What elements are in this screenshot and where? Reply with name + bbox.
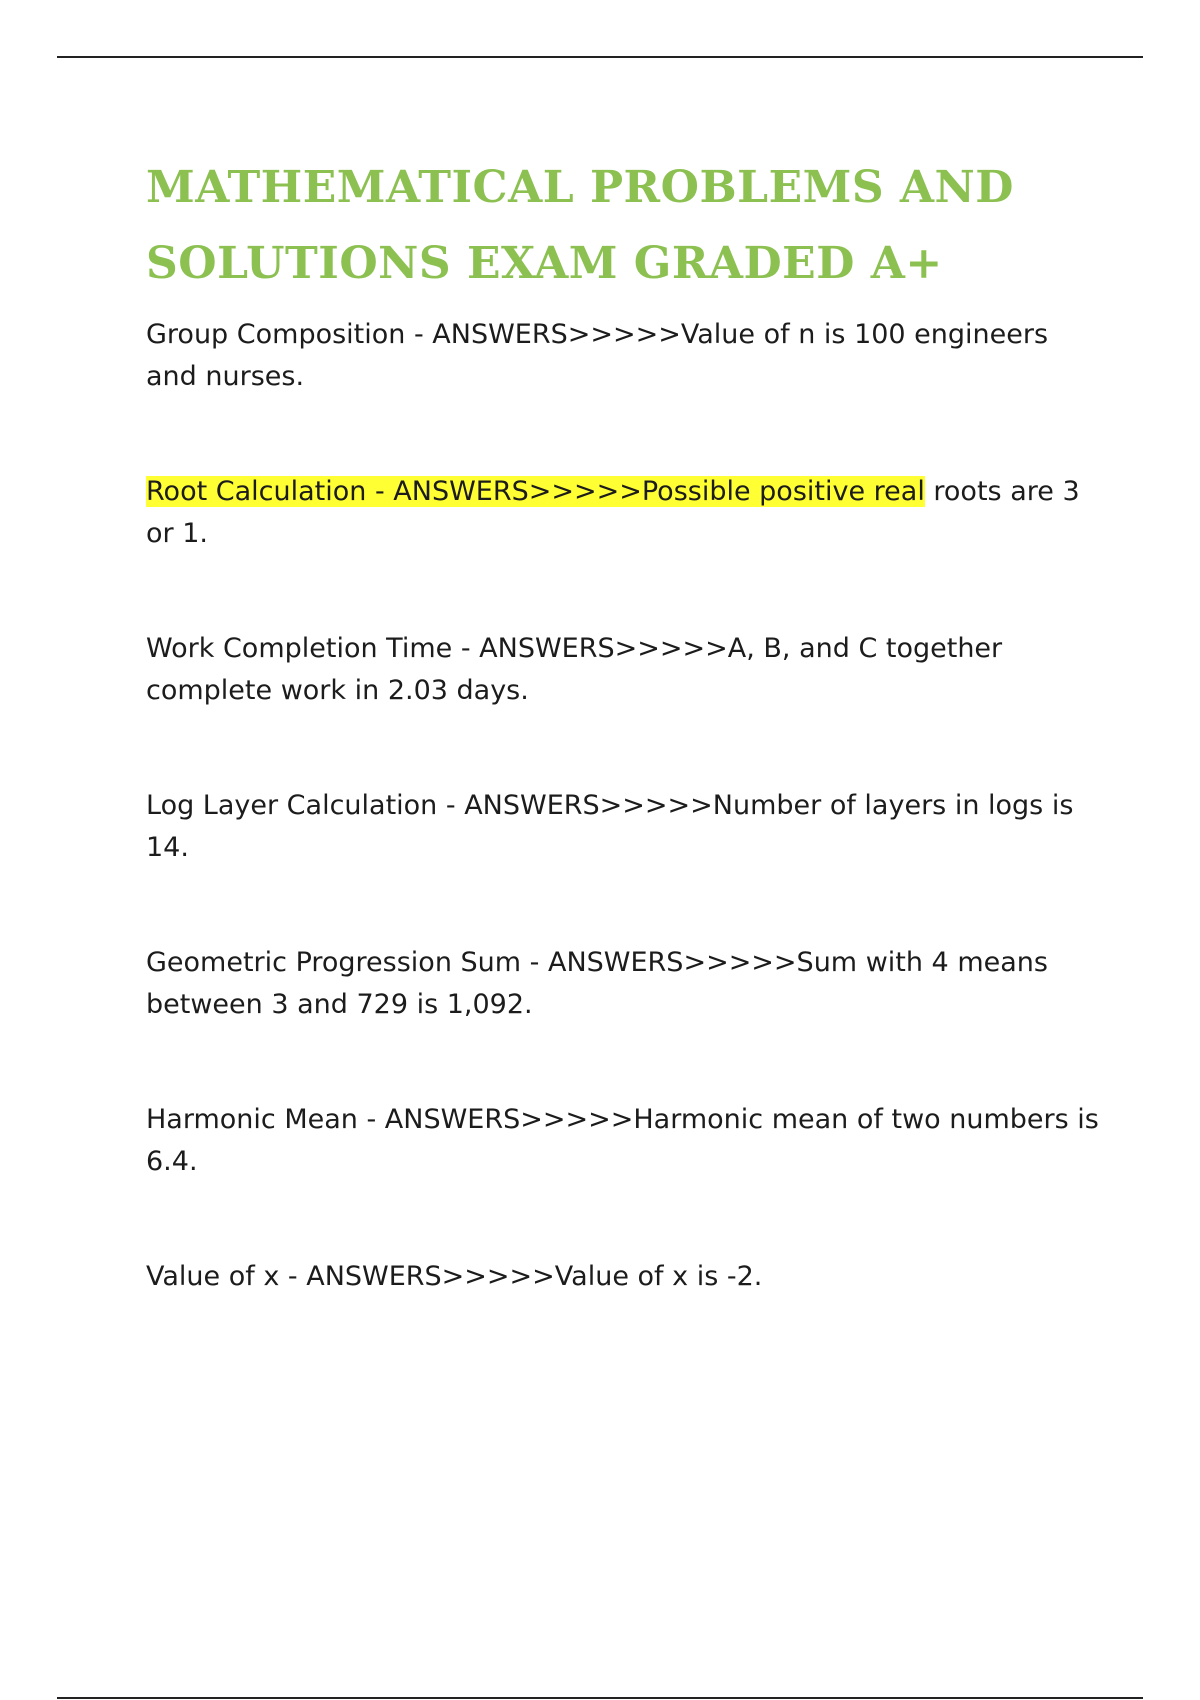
document-title [146, 150, 1106, 302]
title-line-2: SOLUTIONS EXAM GRADED A+ [146, 238, 943, 289]
qa-entry-harmonic-mean: Harmonic Mean - ANSWERS>>>>>Harmonic mean of two numbers is 6.4. [146, 1104, 1099, 1177]
qa-list [146, 314, 1106, 1298]
entry-text-rest: roots are 3 or 1. [146, 476, 1080, 549]
header-rule [57, 56, 1143, 58]
qa-entry-work-completion-time: Work Completion Time - ANSWERS>>>>>A, B, and C together complete work in 2.03 days. [146, 633, 1003, 706]
footer-rule [57, 1697, 1143, 1699]
qa-entry-value-of-x: Value of x - ANSWERS>>>>>Value of x is -2. [146, 1261, 763, 1292]
qa-entry-root-calculation [146, 471, 1106, 555]
qa-entry-group-composition: Group Composition - ANSWERS>>>>>Value of n is 100 engineers and nurses. [146, 319, 1049, 392]
qa-entry-log-layer-calculation: Log Layer Calculation - ANSWERS>>>>>Number of layers in logs is 14. [146, 790, 1074, 863]
highlighted-text: Root Calculation - ANSWERS>>>>>Possible positive real [146, 476, 925, 507]
title-line-1: MATHEMATICAL PROBLEMS AND [146, 162, 1014, 213]
qa-entry-geometric-progression-sum: Geometric Progression Sum - ANSWERS>>>>>Sum with 4 means between 3 and 729 is 1,092. [146, 947, 1048, 1020]
